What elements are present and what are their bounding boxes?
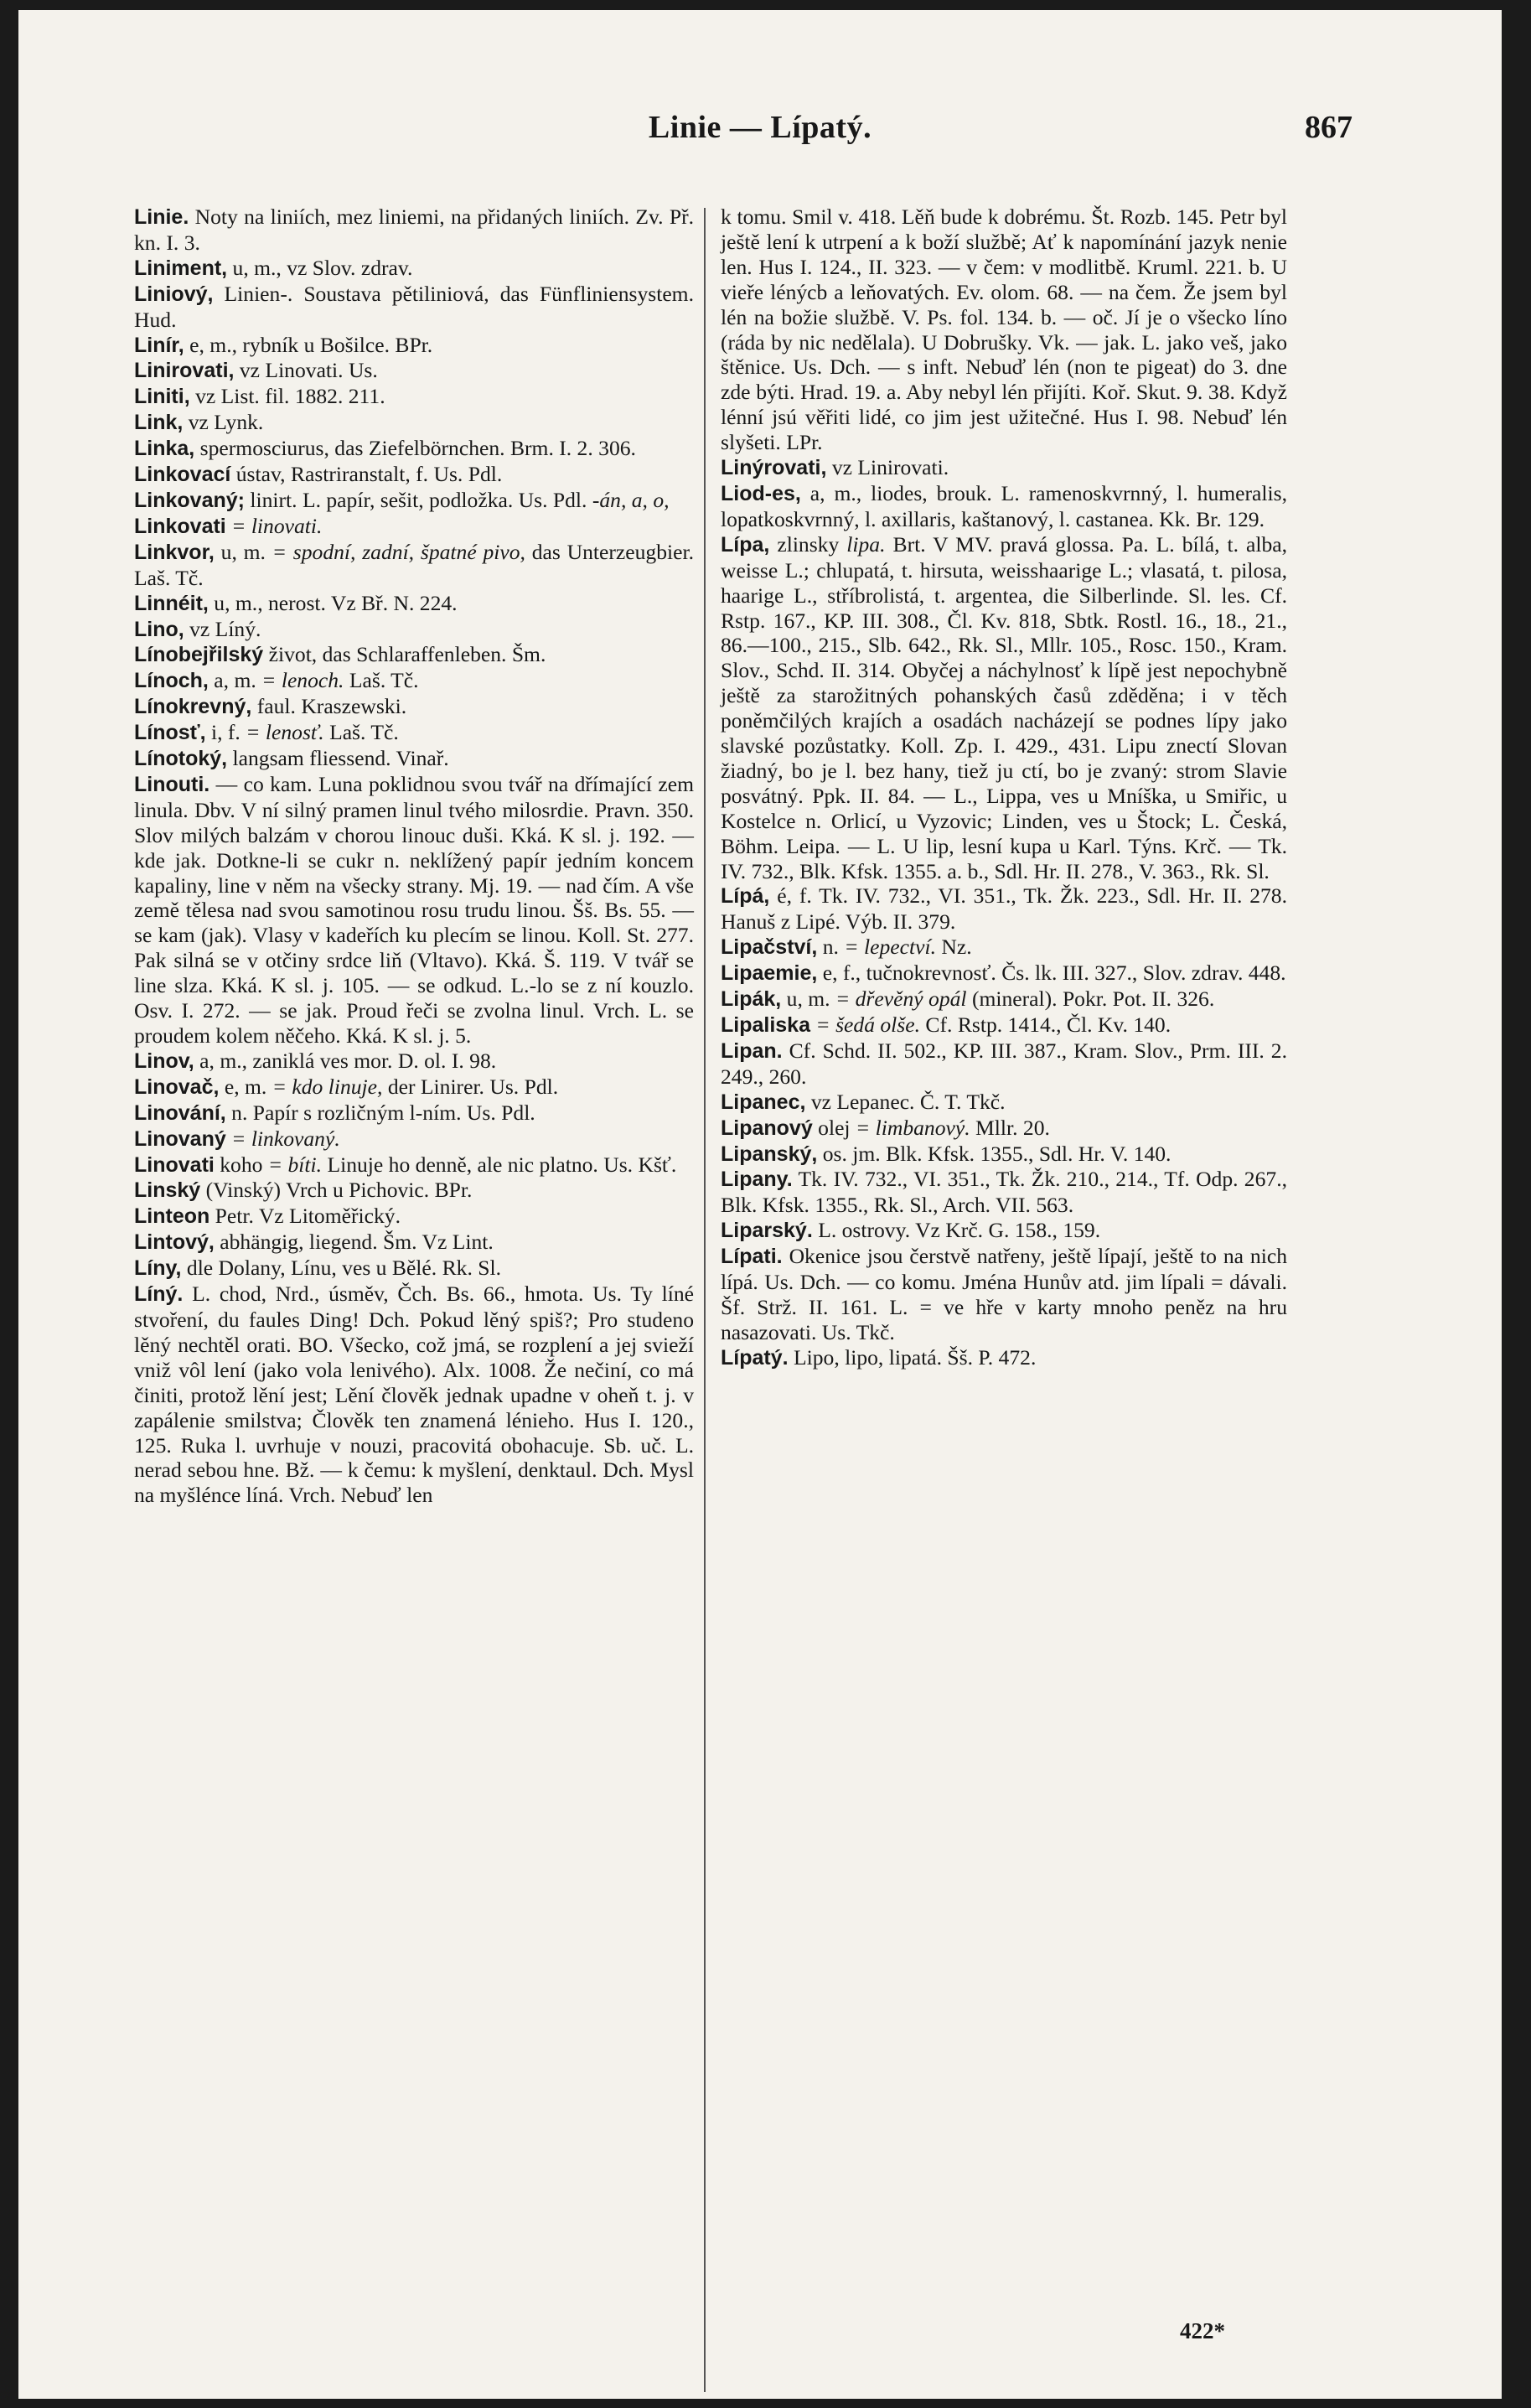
- entry-text: der Linirer. Us. Pdl.: [387, 1074, 559, 1099]
- dictionary-entry: [134, 384, 694, 410]
- entry-headword: Lipan.: [721, 1038, 783, 1063]
- entry-text: abhängig, liegend. Šm. Vz Lint.: [220, 1230, 494, 1255]
- entry-gloss: = linovati.: [231, 513, 323, 538]
- dictionary-entry: [721, 1038, 1287, 1090]
- dictionary-entry: [134, 772, 694, 1049]
- entry-text: Nz.: [941, 935, 972, 960]
- entry-text: e, f., tučnokrevnosť. Čs. lk. III. 327., Slov. zdrav. 448.: [822, 961, 1286, 986]
- dictionary-entry: [721, 1142, 1287, 1168]
- left-column: [134, 205, 694, 1508]
- dictionary-entry: [134, 205, 694, 256]
- dictionary-entry: [721, 1012, 1287, 1038]
- entry-gloss: = kdo linuje,: [272, 1074, 383, 1099]
- entry-headword: Lípatý.: [721, 1345, 789, 1370]
- dictionary-entry: [134, 514, 694, 540]
- entry-headword: Linka,: [134, 437, 195, 461]
- entry-gloss: = limbanový.: [855, 1115, 970, 1140]
- dictionary-entry: [721, 961, 1287, 987]
- entry-headword: Linýrovati,: [721, 456, 827, 480]
- entry-text: Okenice jsou čerstvě natřeny, ještě lípají, ještě to na nich lípá. Us. Dch. — co komu. Jména Hunův atd. jim lípali = dávali. Šf. Strž. II. 161. L. = ve hře v karty mnoho peněz na hru nasazovati. Us. Tkč.: [721, 1244, 1287, 1344]
- dictionary-entry: [721, 1167, 1287, 1218]
- dictionary-entry: [134, 462, 694, 488]
- entry-headword: Liniti,: [134, 385, 190, 409]
- entry-text: spermosciurus, das Ziefelbörnchen. Brm. I. 2. 306.: [199, 436, 636, 461]
- entry-text: é, f. Tk. IV. 732., VI. 351., Tk. Žk. 223., Sdl. Hr. II. 278. Hanuš z Lipé. Výb. II. 379.: [721, 883, 1287, 935]
- running-title: Linie — Lípatý.: [648, 110, 872, 145]
- entry-text: Noty na liniích, mez liniemi, na přidaných liniích. Zv. Př. kn. I. 3.: [134, 205, 694, 255]
- entry-headword: Lipanec,: [721, 1090, 806, 1114]
- entry-text: (mineral). Pokr. Pot. II. 326.: [971, 987, 1215, 1012]
- entry-text: — co kam. Luna poklidnou svou tvář na dřímající zem linula. Dbv. V ní silný pramen linul tvého milosrdie. Pravn. 350. Slov milých balzám v chorou linouc duši. Kká. K sl. j. 192. — kde jak. Dotkne-li se cukr n. neklížený papír jedním koncem kapaliny, line v něm na všecky strany. Mj. 19. — nad čím. A vše země tělesa nad svou samotinou rosu trudu linou. Šš. Bs. 55. — se kam (jak). Vlasy v kadeřích ku plecím se linou. Koll. St. 277. Pak silná se v otčiny srdce liň (Vltavo). Kká. Š. 119. V tvář se line slza. Kká. K sl. j. 105. — se odkud. L.-lo se z ní kouzlo. Osv. I. 272. — se jak. Proud řeči se zvolna linul. Vrch. L. se proudem kolem něčeho. Kká. K sl. j. 5.: [134, 771, 694, 1048]
- entry-headword: Linouti.: [134, 772, 210, 796]
- entry-headword: Linnéit,: [134, 591, 209, 615]
- entry-text: Linuje ho denně, ale nic platno. Us. Kšť.: [327, 1152, 677, 1177]
- dictionary-entry: [721, 1218, 1287, 1244]
- entry-gloss: = lenosť.: [246, 720, 324, 745]
- dictionary-entry: [134, 1126, 694, 1152]
- dictionary-entry: [134, 540, 694, 591]
- dictionary-entry: [721, 205, 1287, 455]
- entry-headword: Linský: [134, 1178, 201, 1203]
- dictionary-entry: [134, 617, 694, 643]
- entry-text: Tk. IV. 732., VI. 351., Tk. Žk. 210., 214., Tf. Odp. 267., Blk. Kfsk. 1355., Rk. Sl., Arch. VII. 563.: [721, 1167, 1287, 1218]
- entry-headword: Lipany.: [721, 1168, 793, 1192]
- entry-gloss: = lepectví.: [844, 935, 936, 960]
- dictionary-entry: [134, 1230, 694, 1256]
- entry-headword: Linie.: [134, 205, 189, 229]
- page-number: 867: [1305, 110, 1353, 145]
- entry-text: L. ostrovy. Vz Krč. G. 158., 159.: [818, 1218, 1101, 1243]
- entry-text: Linien-. Soustava pětiliniová, das Fünfliniensystem. Hud.: [134, 281, 694, 332]
- entry-headword: Linkovaný;: [134, 488, 245, 512]
- entry-gloss: lipa.: [846, 531, 886, 557]
- entry-headword: Lino,: [134, 617, 184, 641]
- entry-headword: Línosť,: [134, 721, 206, 745]
- dictionary-entry: [134, 1100, 694, 1126]
- entry-gloss: = dřevěný opál: [835, 987, 967, 1012]
- entry-text: a, m., zaniklá ves mor. D. ol. I. 98.: [199, 1048, 497, 1073]
- entry-headword: Link,: [134, 411, 184, 435]
- entry-headword: Linovati: [134, 1152, 215, 1177]
- entry-headword: Linír,: [134, 333, 184, 357]
- entry-headword: Linovač,: [134, 1075, 220, 1099]
- entry-text: u, m.: [786, 987, 830, 1012]
- entry-headword: Linov,: [134, 1049, 194, 1073]
- entry-text: Laš. Tč.: [329, 720, 399, 745]
- entry-headword: Linkovací: [134, 463, 231, 487]
- entry-text: Petr. Vz Litoměřický.: [215, 1204, 401, 1229]
- entry-headword: Linkovati: [134, 514, 226, 538]
- dictionary-entry: [134, 1152, 694, 1178]
- entry-text: ústav, Rastriranstalt, f. Us. Pdl.: [235, 462, 503, 487]
- dictionary-entry: [134, 1049, 694, 1075]
- entry-text: život, das Schlaraffenleben. Šm.: [268, 642, 546, 667]
- entry-headword: Lintový,: [134, 1230, 215, 1255]
- dictionary-entry: [721, 532, 1287, 884]
- entry-text: linirt. L. papír, sešit, podložka. Us. Pdl.: [250, 487, 587, 512]
- entry-gloss: -án, a, o,: [592, 487, 670, 512]
- entry-text: u, m., vz Slov. zdrav.: [232, 255, 413, 280]
- entry-headword: Línokrevný,: [134, 695, 252, 719]
- dictionary-entry: [134, 746, 694, 772]
- entry-headword: Líny,: [134, 1256, 182, 1281]
- entry-headword: Linkvor,: [134, 540, 215, 564]
- entry-text: Mllr. 20.: [975, 1115, 1050, 1140]
- entry-text: e, m., rybník u Bošilce. BPr.: [189, 332, 433, 357]
- entry-headword: Lípá,: [721, 884, 770, 909]
- entry-headword: Linteon: [134, 1204, 210, 1229]
- dictionary-entry: [721, 935, 1287, 961]
- entry-text: faul. Kraszewski.: [256, 694, 407, 719]
- entry-text: vz Linovati. Us.: [239, 358, 378, 383]
- dictionary-entry: [721, 987, 1287, 1012]
- entry-headword: Líný.: [134, 1282, 184, 1307]
- entry-text: vz Líný.: [189, 616, 261, 641]
- entry-text: e, m.: [224, 1074, 267, 1099]
- entry-text: os. jm. Blk. Kfsk. 1355., Sdl. Hr. V. 140.: [822, 1141, 1172, 1166]
- dictionary-entry: [134, 642, 694, 668]
- entry-text: i, f.: [211, 720, 241, 745]
- dictionary-entry: [721, 481, 1287, 532]
- entry-text: k tomu. Smil v. 418. Lěň bude k dobrému. Št. Rozb. 145. Petr byl ještě lení k utrpení a k boží službě; Ať k napomínání jazyk nenie len. Hus I. 124., II. 323. — v čem: v modlitbě. Kruml. 221. b. U vieře lénýcb a leňovatých. Ev. olom. 68. — na čem. Že jsem byl lén na božie službě. V. Ps. fol. 134. b. — oč. Jí je o všecko líno (ráda by nic nedělala). U Dobrušky. Vk. — jak. L. jako veš, jako štěnice. Us. Dch. — s inft. Nebuď lén (non te pigeat) do 3. dne zde býti. Hrad. 19. a. Aby nebyl lén přijíti. Koř. Skut. 9. 38. Když lénní jsú věřiti lidé, co jim jest užitečné. Hus I. 98. Nebuď lén slyšeti. LPr.: [721, 205, 1287, 455]
- entry-gloss: = linkovaný.: [231, 1126, 340, 1151]
- dictionary-entry: [721, 1090, 1287, 1116]
- entry-headword: Lipaemie,: [721, 961, 818, 986]
- dictionary-entry: [134, 591, 694, 617]
- entry-text: vz Linirovati.: [831, 455, 949, 480]
- dictionary-entry: [134, 282, 694, 333]
- entry-headword: Lipaliska: [721, 1013, 810, 1037]
- entry-headword: Linovaný: [134, 1126, 226, 1151]
- dictionary-entry: [134, 410, 694, 436]
- entry-text: vz Lynk.: [188, 410, 264, 435]
- entry-text: langsam fliessend. Vinař.: [232, 746, 449, 771]
- column-divider: [704, 208, 706, 2392]
- signature-mark: 422*: [1180, 2318, 1225, 2343]
- entry-headword: Lípati.: [721, 1245, 783, 1269]
- entry-headword: Línobejřilský: [134, 643, 264, 667]
- entry-headword: Liniový,: [134, 282, 214, 306]
- dictionary-page: [18, 10, 1502, 2399]
- entry-text: dle Dolany, Línu, ves u Bělé. Rk. Sl.: [186, 1256, 501, 1281]
- entry-text: u, m., nerost. Vz Bř. N. 224.: [214, 590, 458, 615]
- dictionary-entry: [134, 694, 694, 720]
- right-column: [721, 205, 1287, 1371]
- dictionary-entry: [721, 455, 1287, 481]
- entry-gloss: = bíti.: [267, 1152, 323, 1177]
- entry-text: Brt. V MV. pravá glossa. Pa. L. bílá, t. alba, weisse L.; chlupatá, t. hirsuta, weisshaarige L.; vlasatá, t. pilosa, haarige L., stříbrolistá, t. argentea, die Silberlinde. Sl. les. Cf. Rstp. 167., KP. III. 308., Čl. Kv. 818, Sbtk. Rostl. 16., 18., 21., 86.—100., 215., Slb. 642., Rk. Sl., Mllr. 105., Rosc. 150., Kram. Slov., Schd. II. 314. Obyčej a náchylnosť k lípě jest nepochybně ještě za starožitných pohanských časů zděděna; i v těch poněmčilých krajích a osadách nacházejí se podnes lípy jako slavské pozůstatky. Koll. Zp. I. 429., 431. Lipu znectí Slovan žiadný, bo je l. bez hany, tiež ju ctí, bo je zvaný: strom Slavie posvátný. Ppk. II. 84. — L., Lippa, ves u Mníška, u Smiřic, u Kostelce n. Orlicí, u Vyzovic; Linden, ves u Štock; L. Česká, Böhm. Leipa. — L. U lip, lesní kupa u Karl. Týns. Krč. — Tk. IV. 732., Blk. Kfsk. 1355. a. b., Sdl. Hr. II. 278., V. 363., Rk. Sl.: [721, 531, 1287, 883]
- entry-gloss: = šedá olše.: [815, 1012, 921, 1037]
- entry-text: L. chod, Nrd., úsměv, Čch. Bs. 66., hmota. Us. Ty líné stvoření, du faules Ding! Dch. Pokud lěný spiš?; Pro studeno lěný nechtěl orati. BO. Všecko, což jmá, se rozplení a jej svieží vniž vôl lení (jako vola lenivého). Alx. 1008. Že nečiní, co má činiti, protož lění jest; Lění člověk jednak upadne v oheň t. j. v zapálenie smilstva; Člověk ten znamená lénieho. Hus I. 120., 125. Ruka l. uvrhuje v nouzi, pracovitá obohacuje. Sb. uč. L. nerad sebou hne. Bž. — k čemu: k myšlení, denktaul. Dch. Mysl na myšlénce líná. Vrch. Nebuď len: [134, 1282, 694, 1508]
- dictionary-entry: [134, 720, 694, 746]
- dictionary-entry: [134, 333, 694, 359]
- entry-text: u, m.: [220, 539, 266, 564]
- entry-text: zlinsky: [777, 531, 840, 557]
- entry-text: Lipo, lipo, lipatá. Šš. P. 472.: [793, 1344, 1037, 1370]
- dictionary-entry: [134, 358, 694, 384]
- entry-headword: Lipanský,: [721, 1142, 818, 1166]
- entry-text: koho: [220, 1152, 263, 1177]
- dictionary-entry: [134, 436, 694, 462]
- dictionary-entry: [134, 256, 694, 282]
- page-header: [18, 109, 1502, 159]
- entry-text: Cf. Schd. II. 502., KP. III. 387., Kram. Slov., Prm. III. 2. 249., 260.: [721, 1038, 1287, 1089]
- entry-headword: Linirovati,: [134, 359, 235, 383]
- dictionary-entry: [721, 1116, 1287, 1142]
- dictionary-entry: [134, 1178, 694, 1204]
- dictionary-entry: [134, 1204, 694, 1230]
- dictionary-entry: [134, 668, 694, 694]
- entry-headword: Lipačství,: [721, 935, 818, 960]
- entry-text: a, m., liodes, brouk. L. ramenoskvrnný, l. humeralis, lopatkoskvrnný, l. axillaris, kaštanový, l. castanea. Kk. Br. 129.: [721, 480, 1287, 531]
- entry-headword: Liod-es,: [721, 481, 801, 505]
- entry-gloss: = lenoch.: [261, 668, 344, 693]
- entry-text: a, m.: [214, 668, 256, 693]
- entry-headword: Lipák,: [721, 987, 782, 1012]
- entry-text: (Vinský) Vrch u Pichovic. BPr.: [205, 1178, 473, 1203]
- entry-text: olej: [818, 1115, 851, 1140]
- dictionary-entry: [134, 1256, 694, 1282]
- dictionary-entry: [134, 1075, 694, 1100]
- entry-headword: Línoch,: [134, 669, 209, 693]
- dictionary-entry: [134, 488, 694, 514]
- entry-text: n.: [822, 935, 839, 960]
- entry-headword: Lipanový: [721, 1116, 813, 1140]
- entry-gloss: = spodní, zadní, špatné pivo,: [272, 539, 525, 564]
- dictionary-entry: [134, 1282, 694, 1508]
- entry-headword: Línotoký,: [134, 747, 228, 771]
- entry-text: Laš. Tč.: [349, 668, 419, 693]
- dictionary-entry: [721, 883, 1287, 935]
- entry-headword: Lípa,: [721, 532, 770, 557]
- entry-text: n. Papír s rozličným l-ním. Us. Pdl.: [231, 1100, 535, 1125]
- entry-text: das Unterzeugbier. Laš. Tč.: [134, 539, 694, 590]
- entry-text: vz Lepanec. Č. T. Tkč.: [810, 1089, 1006, 1114]
- dictionary-entry: [721, 1345, 1287, 1371]
- entry-text: vz List. fil. 1882. 211.: [195, 384, 385, 409]
- entry-headword: Liparský.: [721, 1219, 813, 1243]
- entry-headword: Liniment,: [134, 256, 228, 280]
- entry-headword: Linování,: [134, 1100, 226, 1125]
- dictionary-entry: [721, 1244, 1287, 1345]
- entry-text: Cf. Rstp. 1414., Čl. Kv. 140.: [925, 1012, 1172, 1037]
